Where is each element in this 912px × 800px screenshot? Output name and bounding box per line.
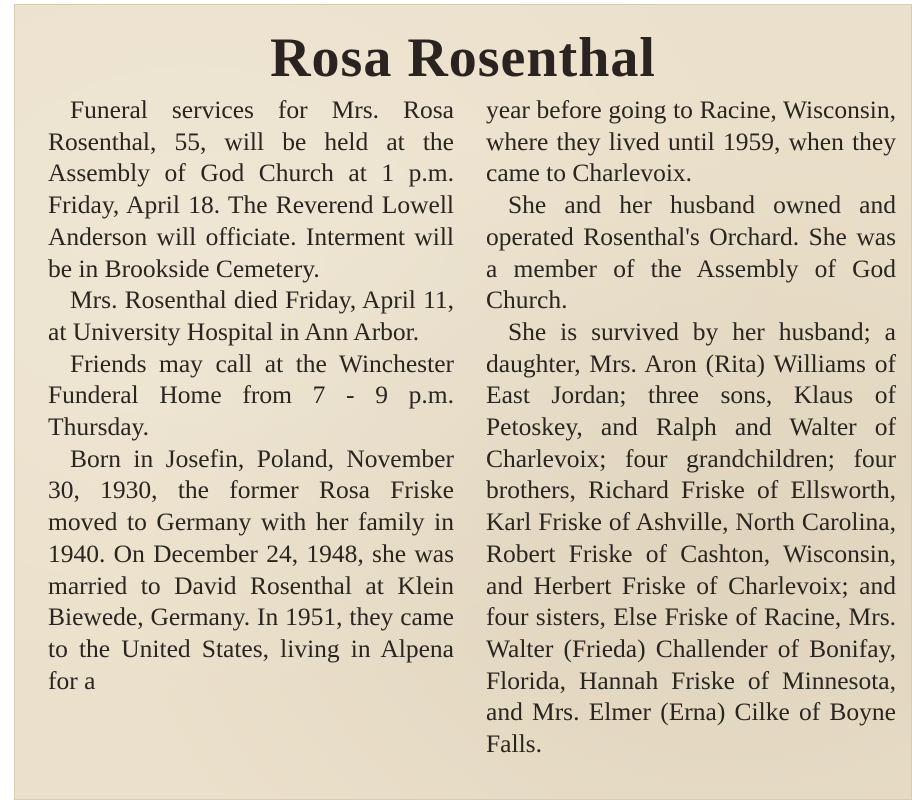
- newspaper-clipping: [14, 4, 912, 800]
- paragraph-death: Mrs. Rosenthal died Friday, April 11, at University Hospital in Ann Arbor.: [48, 285, 454, 346]
- paragraph-funeral-services: Funeral services for Mrs. Rosa Rosenthal, 55, will be held at the Assembly of God Church at 1 p.m. Friday, April 18. The Reverend Lowell Anderson will officiate. Interment will be in Brookside Cemetery.: [48, 95, 454, 283]
- left-column: [48, 94, 454, 696]
- paragraph-biography: Born in Josefin, Poland, November 30, 1930, the former Rosa Friske moved to Germany with her family in 1940. On December 24, 1948, she was married to David Rosenthal at Klein Biewede, Germany. In 1951, they came to the United States, living in Alpena for a: [48, 443, 454, 695]
- right-column: [486, 94, 896, 760]
- paragraph-orchard: She and her husband owned and operated Rosenthal's Orchard. She was a member of the Assembly of God Church.: [486, 190, 896, 315]
- paragraph-visitation: Friends may call at the Winchester Funderal Home from 7 - 9 p.m. Thursday.: [48, 348, 454, 442]
- obituary-headline: Rosa Rosenthal: [270, 27, 656, 89]
- paragraph-biography-continued: year before going to Racine, Wisconsin, where they lived until 1959, when they came to Charlevoix.: [486, 95, 896, 188]
- paragraph-survivors: She is survived by her husband; a daughter, Mrs. Aron (Rita) Williams of East Jordan; three sons, Klaus of Petoskey, and Ralph and Walter of Charlevoix; four grandchildren; four brothers, Richard Friske of Ellsworth, Karl Friske of Ashville, North Carolina, Robert Friske of Cashton, Wisconsin, and Herbert Friske of Charlevoix; and four sisters, Else Friske of Racine, Mrs. Walter (Frieda) Challender of Bonifay, Florida, Hannah Friske of Minnesota, and Mrs. Elmer (Erna) Cilke of Boyne Falls.: [486, 316, 896, 759]
